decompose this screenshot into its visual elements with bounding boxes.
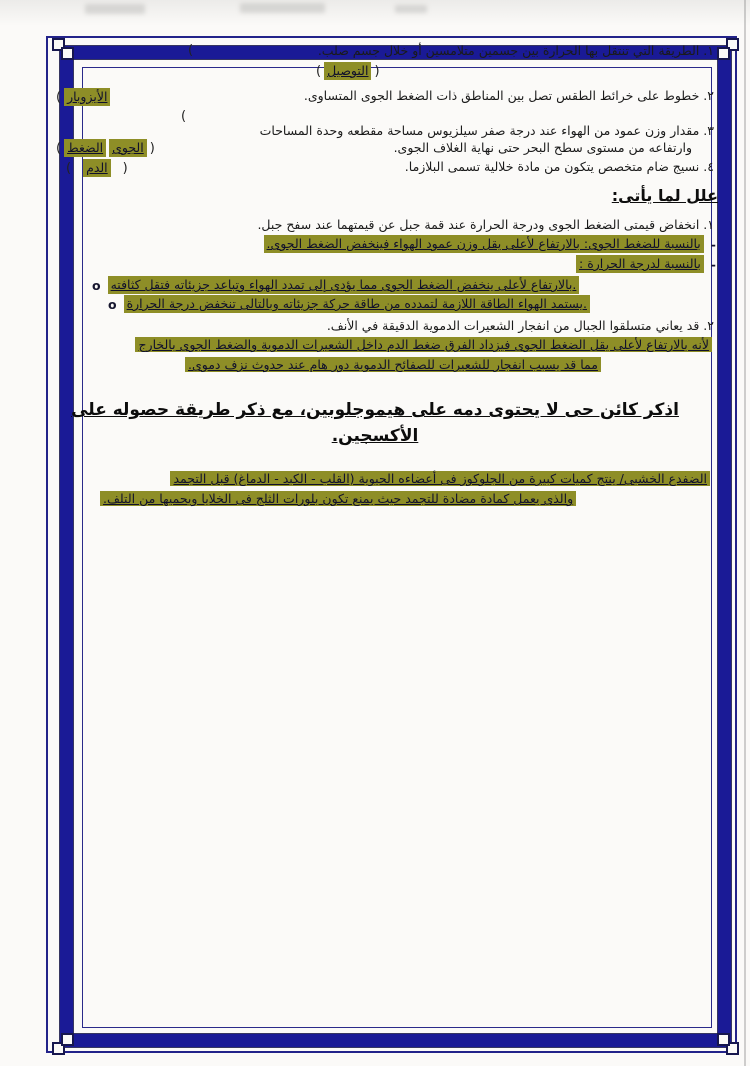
definition-item-1 xyxy=(30,42,714,60)
reasoning-answer-2-line1 xyxy=(135,336,712,354)
item-text: خطوط على خرائط الطقس تصل بين المناطق ذات الضغط الجوى المتساوى. xyxy=(303,88,700,103)
close-paren: ) xyxy=(374,63,380,79)
definition-answer-1 xyxy=(316,62,380,80)
item-text: نسيج ضام متخصص يتكون من مادة خلالية تسمى البلازما. xyxy=(404,159,700,174)
frame-inner-line xyxy=(82,67,712,1028)
scan-smudge xyxy=(240,3,325,13)
definition-item-3 xyxy=(30,122,714,140)
answer-highlight: الجوى xyxy=(109,139,147,157)
item-text: انخفاض قيمتى الضغط الجوى ودرجة الحرارة عند قمة جبل عن قيمتهما عند سفح جبل. xyxy=(257,217,700,232)
frame-corner-ornament xyxy=(61,1033,74,1046)
dash-bullet: - xyxy=(710,256,716,272)
stray-paren: ( xyxy=(188,43,194,58)
reasoning-answer-dash-2 xyxy=(576,255,716,273)
answer-highlight: الضغط xyxy=(64,139,106,157)
answer-highlight: والذى يعمل كمادة مضادة للتجمد حيث يمنع تكون بلورات الثلج فى الخلايا ويحميها من التلف. xyxy=(100,491,576,506)
answer-highlight: مما قد يسبب انفجار للشعيرات للصفائح الدموية دور هام عند حدوث نزف دموى. xyxy=(185,357,601,372)
definition-item-2 xyxy=(30,87,714,105)
essay-answer-line2 xyxy=(100,490,576,508)
reasoning-question-1 xyxy=(30,216,714,234)
dash-bullet: - xyxy=(710,236,716,252)
item-text: مقدار وزن عمود من الهواء عند درجة صفر سيلزيوس مساحة مقطعه وحدة المساحات xyxy=(259,123,700,138)
close-paren: ) xyxy=(149,140,155,156)
frame-corner-ornament xyxy=(717,47,730,60)
reasoning-answer-circle-1 xyxy=(92,276,579,294)
item-number: ٢. xyxy=(703,318,714,333)
item-text: الطريقة التي تنتقل بها الحرارة بين جسمين متلامسين أو خلال جسم صلب. xyxy=(317,43,700,58)
open-paren: ( xyxy=(56,140,62,156)
definition-answer-3 xyxy=(56,139,155,157)
frame-corner-ornament xyxy=(717,1033,730,1046)
open-paren: ( xyxy=(66,160,72,176)
answer-highlight: بالارتفاع لأعلى ينخفض الضغط الجوى مما يؤدى إلى تمدد الهواء وتباعد جزيئاته فتقل كثافته. xyxy=(108,276,580,294)
item-number: ١. xyxy=(703,43,714,58)
reasoning-answer-circle-2 xyxy=(108,295,590,313)
circle-bullet: o xyxy=(92,277,101,293)
reasoning-answer-2-line2 xyxy=(185,356,601,374)
answer-highlight: يستمد الهواء الطاقة اللازمة لتمدده من طاقة حركة جزيئاته وبالتالى تنخفض درجة الحرارة. xyxy=(124,295,590,313)
section-heading: علل لما يأتى: xyxy=(611,186,718,205)
open-paren: ( xyxy=(316,63,322,79)
item-number: ٣. xyxy=(703,123,714,138)
answer-highlight: الأيزوبار xyxy=(64,88,110,106)
answer-highlight: التوصيل xyxy=(324,62,371,80)
item-number: ١. xyxy=(703,217,714,232)
close-paren: ) xyxy=(122,160,128,176)
scan-edge-line xyxy=(744,0,746,1066)
stray-paren: ( xyxy=(181,109,187,124)
reasoning-answer-dash-1 xyxy=(264,235,716,253)
item-number: ٢. xyxy=(703,88,714,103)
item-number: ٤. xyxy=(703,159,714,174)
answer-highlight: الضفدع الخشبى/ ينتج كميات كبيرة من الجلوكوز فى أعضاءه الحيوية (القلب - الكبد - الدماغ) قبل التجمد xyxy=(170,471,710,486)
open-paren: ( xyxy=(56,89,62,105)
circle-bullet: o xyxy=(108,296,117,312)
answer-highlight: لأنه بالارتفاع لأعلى يقل الضغط الجوى فيزداد الفرق ضغط الدم داخل الشعيرات الدموية والضغط الجوى بالخارج xyxy=(135,337,712,352)
answer-highlight: الدم xyxy=(83,159,111,177)
essay-answer-line1 xyxy=(170,470,710,488)
definition-answer-2 xyxy=(56,88,110,106)
definition-item-4 xyxy=(30,158,714,176)
reasoning-question-2 xyxy=(30,317,714,335)
scan-smudge xyxy=(85,4,145,14)
scan-smudge xyxy=(395,5,427,13)
item-text: قد يعاني متسلقوا الجبال من انفجار الشعيرات الدموية الدقيقة في الأنف. xyxy=(326,318,700,333)
definition-answer-4 xyxy=(66,159,128,177)
answer-highlight: بالنسبة لدرجة الحرارة : xyxy=(576,255,704,273)
answer-highlight: بالنسبة للضغط الجوى: بالارتفاع لأعلى يقل وزن عمود الهواء فينخفض الضغط الجوى. xyxy=(264,235,704,253)
essay-question-heading: اذكر كائن حى لا يحتوى دمه على هيموجلوبين، مع ذكر طريقة حصوله على الأكسجين. xyxy=(71,400,679,446)
item-text: وارتفاعه من مستوى سطح البحر حتى نهاية الغلاف الجوى. xyxy=(393,140,692,155)
